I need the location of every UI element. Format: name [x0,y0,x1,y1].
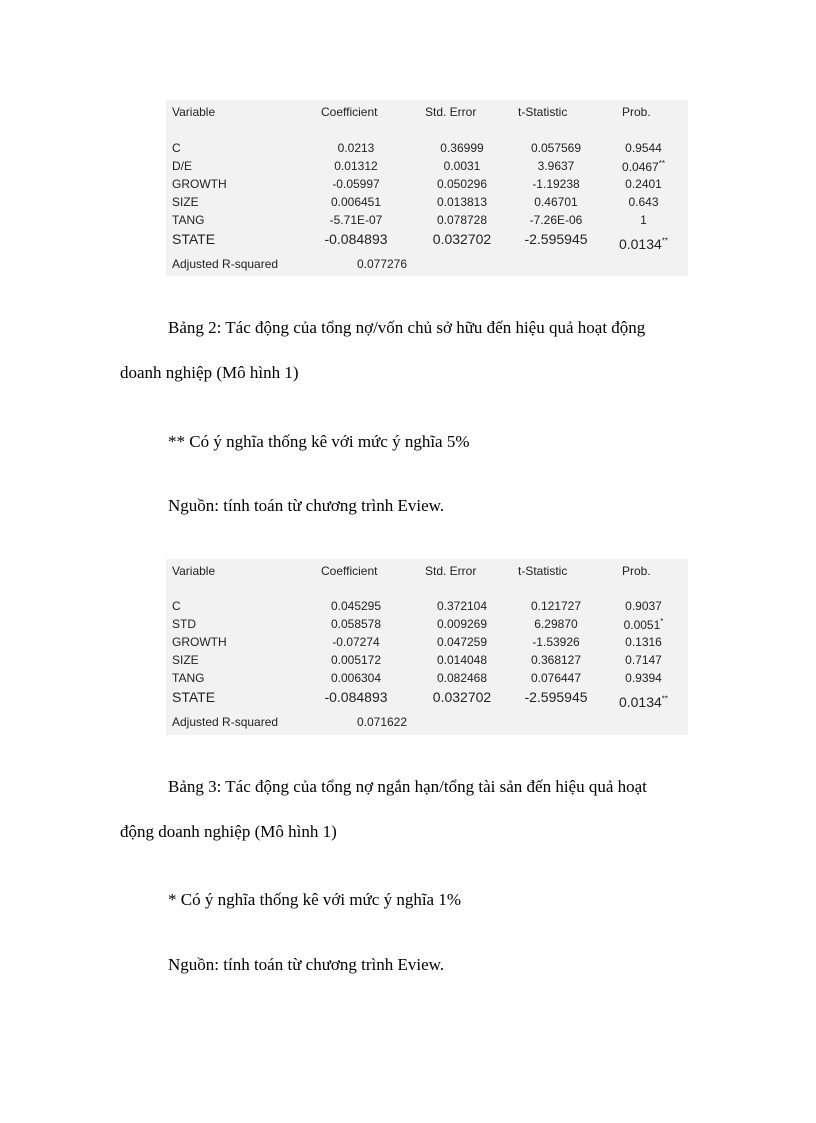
prob-cell [616,141,671,155]
header-coefficient: Coefficient [321,105,378,119]
regression-table-1 [166,100,688,276]
header-t-statistic: t-Statistic [518,105,568,119]
adjusted-r-squared-label: Adjusted R-squared [172,257,279,271]
coefficient-value: 0.006304 [330,671,382,685]
table-row [166,213,688,229]
coefficient-value: 0.005172 [330,653,382,667]
coefficient-value: 0.058578 [330,617,382,631]
std-error-value: 0.0031 [443,159,481,173]
prob-value: 0.2401 [625,177,662,191]
std-error-value: 0.009269 [436,617,488,631]
table-row [166,177,688,193]
std-error-value: 0.372104 [436,599,488,613]
table-row [166,159,688,175]
table-caption-line-2: động doanh nghiệp (Mô hình 1) [120,822,337,841]
variable-name: SIZE [172,653,199,667]
significance-note: ** Có ý nghĩa thống kê với mức ý nghĩa 5% [168,432,470,451]
variable-name: SIZE [172,195,199,209]
header-prob: Prob. [622,105,651,119]
adjusted-r-squared-value: 0.077276 [356,257,408,271]
prob-value: 0.9394 [625,671,662,685]
std-error-value: 0.013813 [436,195,488,209]
t-statistic-value: 0.46701 [534,195,578,209]
prob-cell [616,653,671,667]
significance-marker: * [660,617,664,626]
prob-cell [616,617,671,632]
prob-cell [616,671,671,685]
adjusted-r-squared-value: 0.071622 [356,715,408,729]
t-statistic-value: 0.076447 [530,671,582,685]
table-row [166,689,688,710]
std-error-value: 0.032702 [432,689,492,705]
significance-marker: ** [661,236,669,246]
coefficient-value: 0.006451 [330,195,382,209]
coefficient-value: -5.71E-07 [329,213,383,227]
prob-value: 0.643 [628,195,659,209]
t-statistic-value: 6.29870 [534,617,578,631]
prob-cell [616,195,671,209]
variable-name: TANG [172,671,205,685]
prob-value: 0.7147 [625,653,662,667]
table-row [166,617,688,633]
significance-note: * Có ý nghĩa thống kê với mức ý nghĩa 1% [168,890,462,909]
table-caption-line-2: doanh nghiệp (Mô hình 1) [120,363,299,382]
coefficient-value: -0.05997 [332,177,380,191]
coefficient-value: 0.0213 [337,141,375,155]
t-statistic-value: -1.19238 [532,177,580,191]
header-variable: Variable [172,564,216,578]
variable-name: C [172,599,181,613]
t-statistic-value: -7.26E-06 [529,213,583,227]
std-error-value: 0.050296 [436,177,488,191]
table-row [166,671,688,687]
adjusted-r-squared-row [166,715,688,731]
table-row [166,195,688,211]
std-error-value: 0.032702 [432,231,492,247]
header-variable: Variable [172,105,216,119]
header-coefficient: Coefficient [321,564,378,578]
prob-cell [616,236,671,252]
std-error-value: 0.078728 [436,213,488,227]
variable-name: GROWTH [172,635,227,649]
t-statistic-value: 0.121727 [530,599,582,613]
table-caption-line-1: Bảng 2: Tác động của tổng nợ/vốn chủ sở hữu đến hiệu quả hoạt động [168,318,646,337]
prob-value: 0.9037 [625,599,662,613]
prob-value: 0.9544 [625,141,662,155]
table-header [166,105,688,121]
adjusted-r-squared-label: Adjusted R-squared [172,715,279,729]
std-error-value: 0.082468 [436,671,488,685]
prob-cell [616,635,671,649]
variable-name: C [172,141,181,155]
regression-table-2 [166,559,688,735]
significance-marker: ** [658,159,665,168]
table-row [166,231,688,252]
t-statistic-value: 0.057569 [530,141,582,155]
std-error-value: 0.047259 [436,635,488,649]
variable-name: STATE [172,231,216,247]
source-note: Nguồn: tính toán từ chương trình Eview. [168,496,445,515]
header-std-error: Std. Error [425,564,477,578]
prob-value: 0.0051 [623,618,661,632]
header-t-statistic: t-Statistic [518,564,568,578]
table-row [166,141,688,157]
variable-name: TANG [172,213,205,227]
std-error-value: 0.36999 [440,141,484,155]
prob-cell [616,159,671,174]
variable-name: D/E [172,159,193,173]
coefficient-value: 0.01312 [334,159,378,173]
t-statistic-value: -2.595945 [524,689,588,705]
t-statistic-value: -2.595945 [524,231,588,247]
header-std-error: Std. Error [425,105,477,119]
prob-cell [616,177,671,191]
coefficient-value: -0.07274 [332,635,380,649]
variable-name: GROWTH [172,177,227,191]
prob-cell [616,694,671,710]
prob-value: 0.0467 [622,160,659,174]
table-header [166,564,688,580]
significance-marker: ** [661,694,669,704]
t-statistic-value: -1.53926 [532,635,580,649]
table-row [166,653,688,669]
variable-name: STATE [172,689,216,705]
prob-cell [616,599,671,613]
prob-value: 0.0134 [618,694,662,710]
variable-name: STD [172,617,196,631]
table-row [166,635,688,651]
coefficient-value: 0.045295 [330,599,382,613]
coefficient-value: -0.084893 [324,231,388,247]
source-note: Nguồn: tính toán từ chương trình Eview. [168,955,445,974]
adjusted-r-squared-row [166,257,688,273]
table-caption-line-1: Bảng 3: Tác động của tổng nợ ngắn hạn/tổng tài sản đến hiệu quả hoạt [168,777,647,796]
t-statistic-value: 0.368127 [530,653,582,667]
prob-value: 0.1316 [625,635,662,649]
std-error-value: 0.014048 [436,653,488,667]
table-row [166,599,688,615]
coefficient-value: -0.084893 [324,689,388,705]
header-prob: Prob. [622,564,651,578]
prob-value: 1 [640,213,647,227]
prob-cell [616,213,671,227]
prob-value: 0.0134 [618,236,662,252]
t-statistic-value: 3.9637 [537,159,575,173]
